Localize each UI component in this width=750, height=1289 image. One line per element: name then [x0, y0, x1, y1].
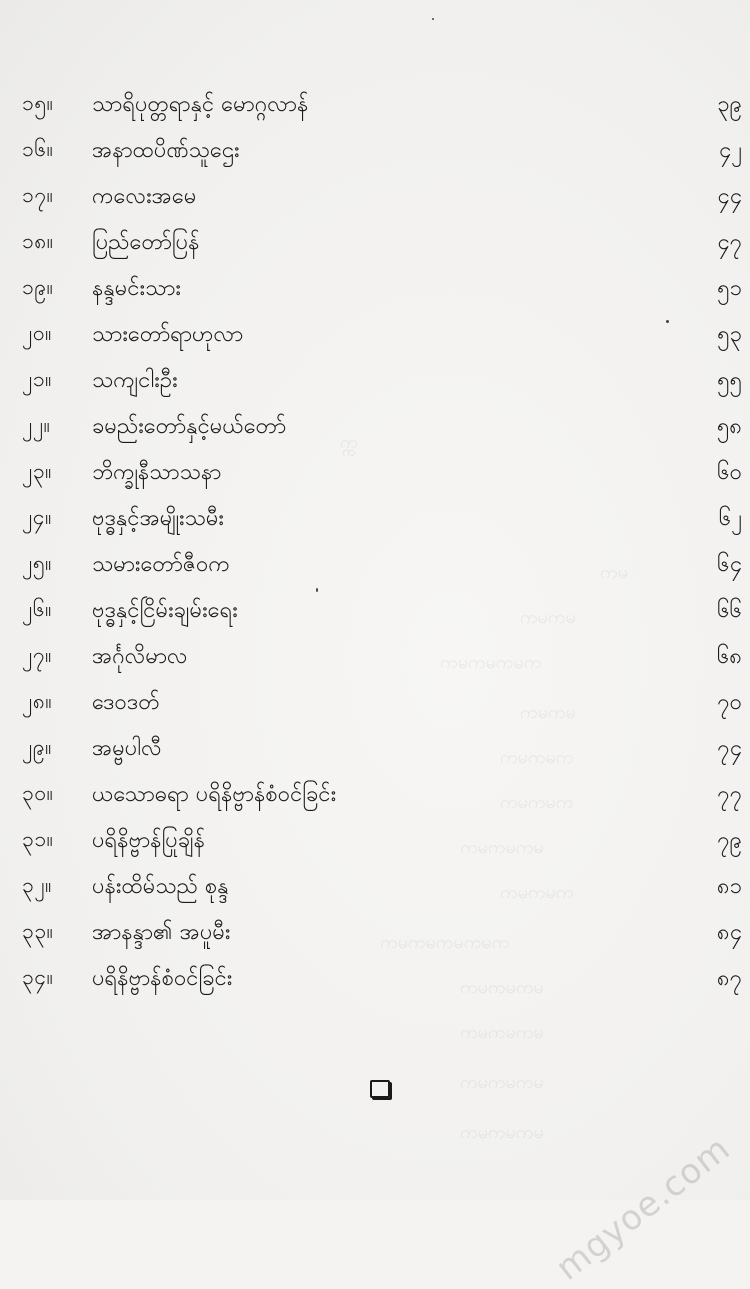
- toc-entry-number: ၃၀။: [22, 780, 54, 805]
- toc-entry-page-number: ၇၇: [717, 781, 742, 807]
- toc-entry-page-number: ၆၂: [718, 505, 742, 531]
- toc-entry-title: ယသောဓရာ ပရိနိဗ္ဗာန်စံဝင်ခြင်း: [92, 781, 337, 807]
- toc-entry: [22, 404, 742, 450]
- toc-entry: [22, 450, 742, 496]
- toc-entry-title: အနာထပိဏ်သူဌေး: [92, 137, 240, 163]
- show-through-text: က္က: [340, 432, 358, 453]
- toc-entry-title: ဘိက္ခုနီသာသနာ: [92, 459, 222, 485]
- toc-entry-page-number: ၅၁: [717, 275, 742, 301]
- show-through-text: ကမကမကမ: [460, 1122, 544, 1143]
- toc-entry-title: ဒေဝဒတ်: [92, 689, 160, 715]
- toc-entry: [22, 220, 742, 266]
- toc-entry-title: ပရိနိဗ္ဗာန်ပြုချိန်: [92, 827, 206, 853]
- toc-entry-title: ပရိနိဗ္ဗာန်စံဝင်ခြင်း: [92, 965, 233, 991]
- show-through-text: ကမကမကမ: [460, 1022, 544, 1043]
- show-through-text: ကမ: [600, 562, 628, 583]
- toc-entry-number: ၃၃။: [22, 918, 54, 943]
- toc-entry-number: ၂၇။: [22, 642, 52, 667]
- toc-entry-page-number: ၈၇: [717, 965, 742, 991]
- toc-entry-page-number: ၃၉: [717, 91, 742, 117]
- toc-entry-title: အင်္ဂုလိမာလ: [92, 643, 188, 669]
- toc-entry-number: ၂၀။: [22, 320, 52, 345]
- toc-entry-title: ကလေးအမေ: [92, 183, 197, 209]
- show-through-text: ကမကမ: [520, 607, 576, 628]
- toc-entry: [22, 174, 742, 220]
- toc-entry-number: ၂၂။: [22, 412, 51, 437]
- toc-entry-number: ၃၂။: [22, 872, 52, 897]
- toc-entry-number: ၂၆။: [22, 596, 52, 621]
- hollow-square-icon: [370, 1080, 390, 1098]
- toc-entry-title: အာနန္ဒာ၏ အပူမီး: [92, 919, 231, 945]
- toc-entry-title: ခမည်းတော်နှင့်မယ်တော်: [92, 413, 287, 439]
- toc-entry-page-number: ၄၂: [718, 137, 742, 163]
- toc-entry-page-number: ၇၄: [717, 735, 742, 761]
- toc-entry: [22, 266, 742, 312]
- toc-entry: [22, 910, 742, 956]
- toc-entry-number: ၂၃။: [22, 458, 52, 483]
- toc-entry-number: ၃၁။: [22, 826, 54, 851]
- toc-entry-number: ၂၉။: [22, 734, 52, 759]
- show-through-text: ကမကမက: [500, 747, 574, 768]
- toc-entry-title: ဗုဒ္ဓနှင့်ငြိမ်းချမ်းရေး: [92, 597, 238, 623]
- toc-entry-number: ၃၄။: [22, 964, 54, 989]
- toc-entry: [22, 542, 742, 588]
- toc-entry-page-number: ၆၄: [717, 551, 742, 577]
- toc-entry: [22, 312, 742, 358]
- toc-entry-page-number: ၆၀: [717, 459, 742, 485]
- toc-entry-page-number: ၆၆: [717, 597, 742, 623]
- toc-entry: [22, 358, 742, 404]
- toc-entry: [22, 588, 742, 634]
- toc-entry-title: နန္ဒမင်းသား: [92, 275, 182, 301]
- watermark: mgyoe.com: [548, 1128, 738, 1289]
- toc-entry-title: အမ္ဗပါလီ: [92, 735, 162, 761]
- table-of-contents: [22, 82, 742, 1002]
- show-through-text: ကမကမကမ: [460, 977, 544, 998]
- toc-entry: [22, 82, 742, 128]
- toc-entry: [22, 864, 742, 910]
- toc-entry: [22, 956, 742, 1002]
- show-through-text: ကမကမ: [520, 702, 576, 723]
- toc-entry: [22, 680, 742, 726]
- toc-entry-number: ၂၁။: [22, 366, 52, 391]
- toc-entry-number: ၂၅။: [22, 550, 52, 575]
- toc-entry-page-number: ၄၇: [717, 229, 742, 255]
- show-through-text: ကမကမကမ: [460, 1072, 544, 1093]
- toc-entry-number: ၁၇။: [22, 182, 54, 207]
- show-through-text: ကမကမက: [500, 792, 574, 813]
- show-through-text: ကမကမကမက: [440, 652, 542, 673]
- toc-entry-title: ပန်းထိမ်သည် စုန္ဒ: [92, 873, 229, 899]
- toc-entry: [22, 634, 742, 680]
- toc-entry-page-number: ၈၄: [717, 919, 742, 945]
- toc-entry-number: ၂၈။: [22, 688, 53, 713]
- show-through-text: ကမကမကမ: [460, 837, 544, 858]
- toc-entry-page-number: ၅၅: [717, 367, 742, 393]
- show-through-text: ကမကမက: [500, 882, 574, 903]
- toc-entry: [22, 772, 742, 818]
- toc-entry-number: ၁၉။: [22, 274, 54, 299]
- toc-entry-number: ၂၄။: [22, 504, 52, 529]
- toc-entry-title: သမားတော်ဇီဝက: [92, 551, 230, 577]
- show-through-text: ကမကမကမကမက: [380, 932, 510, 953]
- toc-entry-title: သားတော်ရာဟုလာ: [92, 321, 244, 347]
- toc-entry-title: သကျငါးဦး: [92, 367, 178, 393]
- toc-entry-title: ဗုဒ္ဓနှင့်အမျိုးသမီး: [92, 505, 225, 531]
- toc-entry-page-number: ၇၉: [717, 827, 742, 853]
- toc-entry: [22, 496, 742, 542]
- toc-entry: [22, 726, 742, 772]
- toc-entry-number: ၁၈။: [22, 228, 54, 253]
- toc-entry-page-number: ၈၁: [717, 873, 742, 899]
- toc-entry: [22, 818, 742, 864]
- toc-entry-number: ၁၆။: [22, 136, 54, 161]
- toc-entry-title: သာရိပုတ္တရာနှင့် မောဂ္ဂလာန်: [92, 91, 309, 117]
- toc-entry-number: ၁၅။: [22, 90, 54, 115]
- toc-entry-page-number: ၇၀: [717, 689, 742, 715]
- toc-entry-page-number: ၆၈: [717, 643, 742, 669]
- toc-entry: [22, 128, 742, 174]
- toc-entry-page-number: ၅၈: [717, 413, 742, 439]
- toc-entry-page-number: ၄၄: [717, 183, 742, 209]
- dust-speck: [432, 18, 434, 20]
- toc-entry-title: ပြည်တော်ပြန်: [92, 229, 200, 255]
- toc-entry-page-number: ၅၃: [717, 321, 742, 347]
